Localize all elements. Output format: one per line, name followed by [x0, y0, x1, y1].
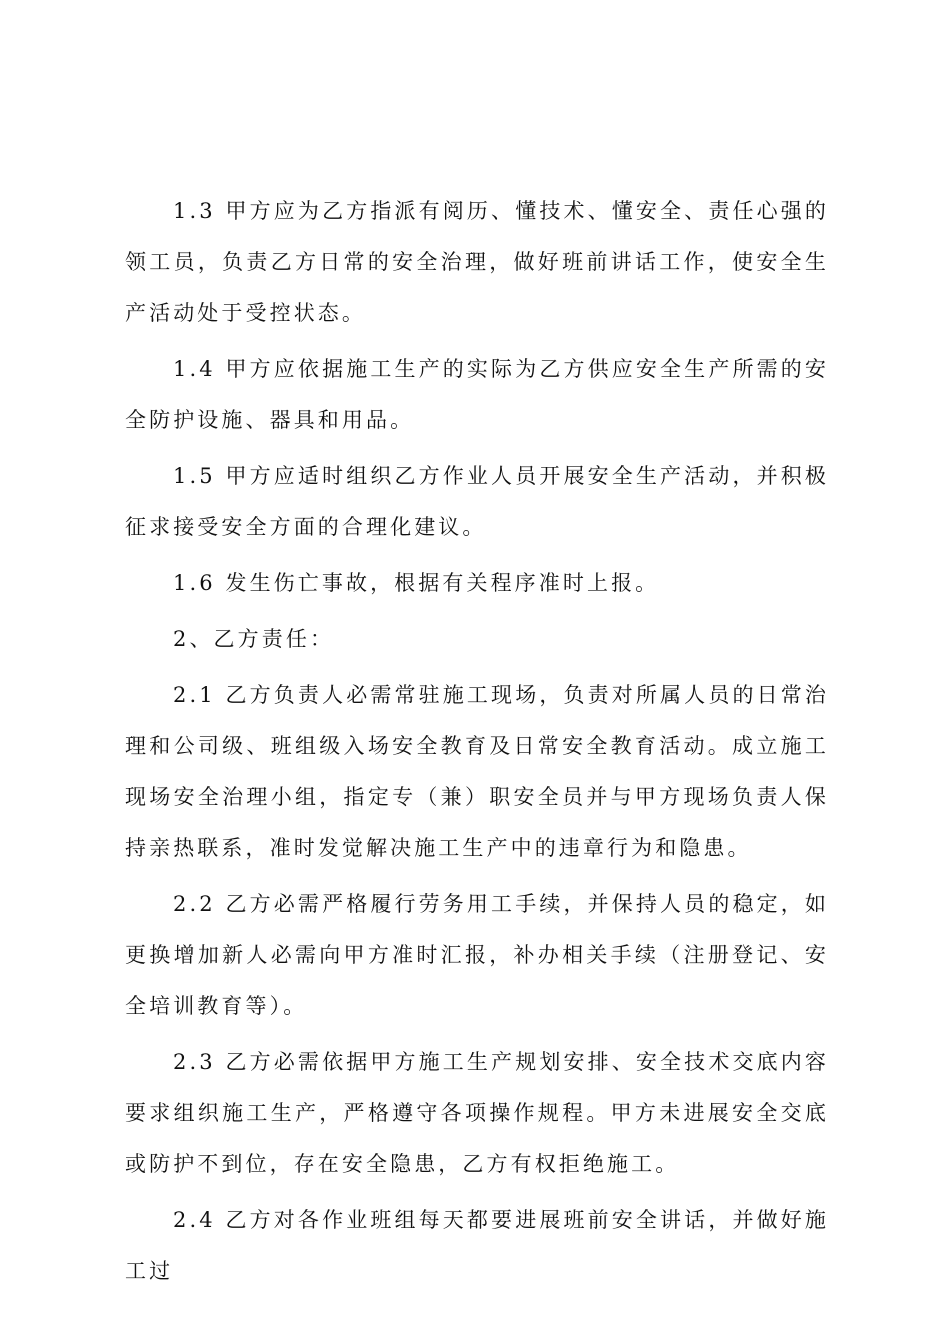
section-heading-party-b: 2、乙方责任： — [173, 627, 335, 651]
paragraph-2-1: 2.1 乙方负责人必需常驻施工现场，负责对所属人员的日常治理和公司级、班组级入场安全教育及日常安全教育活动。成立施工现场安全治理小组，指定专（兼）职安全员并与甲方现场负责人保持亲热联系，准时发觉解决施工生产中的违章行为和隐患。 — [125, 683, 829, 860]
paragraph-1-6: 1.6 发生伤亡事故，根据有关程序准时上报。 — [173, 571, 660, 595]
paragraph-2-2: 2.2 乙方必需严格履行劳务用工手续，并保持人员的稳定，如更换增加新人必需向甲方准时汇报，补办相关手续（注册登记、安全培训教育等）。 — [125, 892, 829, 1018]
paragraph-1-3: 1.3 甲方应为乙方指派有阅历、懂技术、懂安全、责任心强的领工员，负责乙方日常的安全治理，做好班前讲话工作，使安全生产活动处于受控状态。 — [125, 199, 829, 325]
paragraph-2-3: 2.3 乙方必需依据甲方施工生产规划安排、安全技术交底内容要求组织施工生产，严格遵守各项操作规程。甲方未进展安全交底或防护不到位，存在安全隐患，乙方有权拒绝施工。 — [125, 1050, 829, 1176]
document-body — [125, 186, 829, 1302]
paragraph-1-4: 1.4 甲方应依据施工生产的实际为乙方供应安全生产所需的安全防护设施、器具和用品。 — [125, 357, 829, 432]
paragraph-1-5: 1.5 甲方应适时组织乙方作业人员开展安全生产活动，并积极征求接受安全方面的合理化建议。 — [125, 464, 829, 539]
paragraph-2-4: 2.4 乙方对各作业班组每天都要进展班前安全讲话，并做好施工过 — [125, 1208, 829, 1283]
